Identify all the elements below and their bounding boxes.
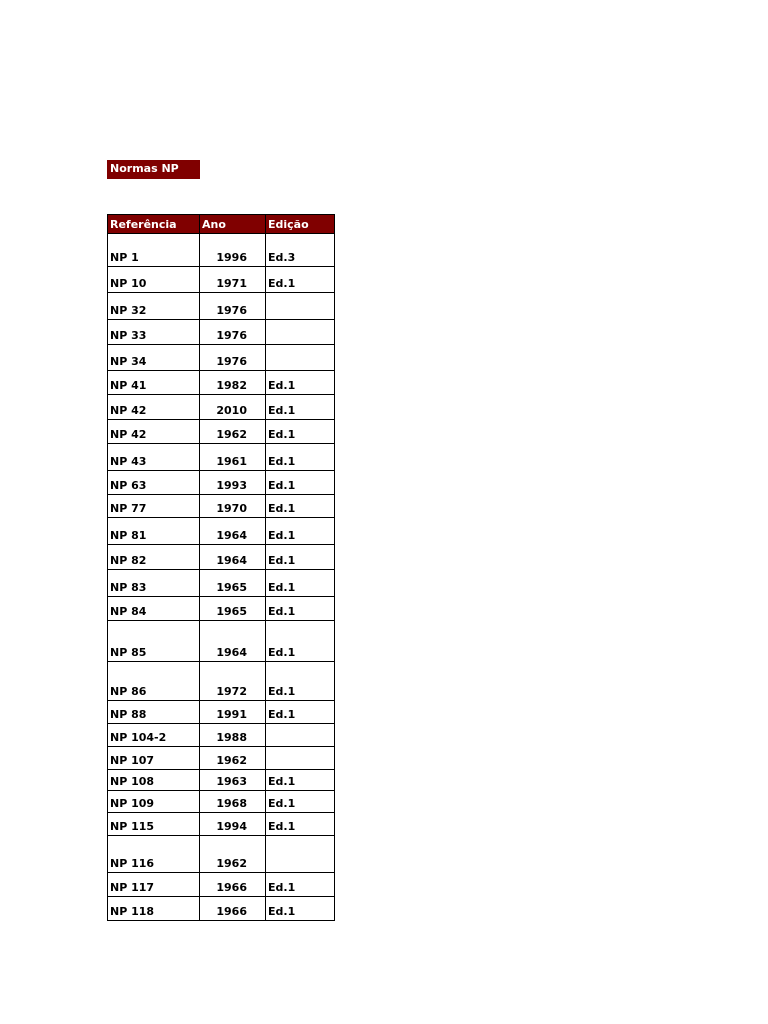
table-row — [108, 267, 335, 293]
cell-edicao: Ed.1 — [266, 897, 335, 921]
cell-referencia: NP 10 — [108, 267, 200, 293]
cell-referencia: NP 108 — [108, 770, 200, 791]
table-row — [108, 873, 335, 897]
cell-referencia: NP 43 — [108, 444, 200, 471]
table-row — [108, 518, 335, 545]
cell-edicao: Ed.1 — [266, 621, 335, 662]
cell-ano: 1988 — [200, 724, 266, 747]
cell-ano: 1962 — [200, 836, 266, 873]
table-row — [108, 662, 335, 701]
cell-referencia: NP 42 — [108, 420, 200, 444]
cell-referencia: NP 83 — [108, 570, 200, 597]
table-row — [108, 395, 335, 420]
cell-referencia: NP 82 — [108, 545, 200, 570]
table-row — [108, 570, 335, 597]
cell-edicao: Ed.1 — [266, 873, 335, 897]
cell-ano: 1971 — [200, 267, 266, 293]
table-row — [108, 345, 335, 371]
cell-edicao: Ed.1 — [266, 267, 335, 293]
cell-edicao: Ed.3 — [266, 234, 335, 267]
cell-edicao — [266, 320, 335, 345]
cell-edicao: Ed.1 — [266, 701, 335, 724]
cell-referencia: NP 81 — [108, 518, 200, 545]
standards-table — [107, 214, 335, 921]
cell-referencia: NP 107 — [108, 747, 200, 770]
cell-ano: 1962 — [200, 420, 266, 444]
cell-ano: 1962 — [200, 747, 266, 770]
cell-referencia: NP 117 — [108, 873, 200, 897]
cell-ano: 1993 — [200, 471, 266, 495]
cell-ano: 1966 — [200, 897, 266, 921]
cell-referencia: NP 84 — [108, 597, 200, 621]
page-title: Normas NP — [107, 160, 200, 179]
cell-edicao: Ed.1 — [266, 662, 335, 701]
cell-referencia: NP 116 — [108, 836, 200, 873]
cell-ano: 1965 — [200, 570, 266, 597]
table-row — [108, 420, 335, 444]
cell-edicao: Ed.1 — [266, 813, 335, 836]
cell-referencia: NP 85 — [108, 621, 200, 662]
cell-referencia: NP 77 — [108, 495, 200, 518]
cell-ano: 1963 — [200, 770, 266, 791]
table-header-row — [108, 215, 335, 234]
cell-edicao — [266, 747, 335, 770]
table-row — [108, 724, 335, 747]
table-row — [108, 444, 335, 471]
column-header-referencia: Referência — [108, 215, 200, 234]
cell-ano: 1982 — [200, 371, 266, 395]
table-row — [108, 791, 335, 813]
cell-referencia: NP 63 — [108, 471, 200, 495]
cell-edicao: Ed.1 — [266, 420, 335, 444]
cell-referencia: NP 1 — [108, 234, 200, 267]
cell-edicao: Ed.1 — [266, 545, 335, 570]
cell-edicao: Ed.1 — [266, 471, 335, 495]
cell-referencia: NP 109 — [108, 791, 200, 813]
cell-edicao — [266, 293, 335, 320]
cell-edicao: Ed.1 — [266, 395, 335, 420]
cell-ano: 1968 — [200, 791, 266, 813]
cell-edicao — [266, 836, 335, 873]
cell-ano: 1976 — [200, 345, 266, 371]
cell-ano: 1961 — [200, 444, 266, 471]
cell-ano: 1976 — [200, 293, 266, 320]
cell-ano: 1996 — [200, 234, 266, 267]
cell-edicao — [266, 345, 335, 371]
table-row — [108, 836, 335, 873]
table-row — [108, 371, 335, 395]
table-row — [108, 234, 335, 267]
table-row — [108, 293, 335, 320]
table-row — [108, 813, 335, 836]
cell-referencia: NP 33 — [108, 320, 200, 345]
cell-edicao: Ed.1 — [266, 371, 335, 395]
cell-edicao: Ed.1 — [266, 518, 335, 545]
cell-edicao: Ed.1 — [266, 770, 335, 791]
table-row — [108, 471, 335, 495]
cell-edicao: Ed.1 — [266, 570, 335, 597]
column-header-ano: Ano — [200, 215, 266, 234]
cell-referencia: NP 115 — [108, 813, 200, 836]
table-row — [108, 621, 335, 662]
table-row — [108, 320, 335, 345]
cell-ano: 1991 — [200, 701, 266, 724]
cell-referencia: NP 34 — [108, 345, 200, 371]
cell-edicao: Ed.1 — [266, 597, 335, 621]
cell-ano: 1965 — [200, 597, 266, 621]
cell-ano: 1994 — [200, 813, 266, 836]
table-row — [108, 701, 335, 724]
cell-ano: 2010 — [200, 395, 266, 420]
cell-edicao: Ed.1 — [266, 791, 335, 813]
cell-ano: 1964 — [200, 545, 266, 570]
table-row — [108, 897, 335, 921]
cell-referencia: NP 41 — [108, 371, 200, 395]
cell-edicao — [266, 724, 335, 747]
table-row — [108, 770, 335, 791]
table-row — [108, 747, 335, 770]
table-row — [108, 597, 335, 621]
column-header-edicao: Edição — [266, 215, 335, 234]
cell-ano: 1964 — [200, 621, 266, 662]
cell-referencia: NP 32 — [108, 293, 200, 320]
cell-edicao: Ed.1 — [266, 495, 335, 518]
cell-referencia: NP 86 — [108, 662, 200, 701]
table-row — [108, 545, 335, 570]
cell-referencia: NP 88 — [108, 701, 200, 724]
cell-ano: 1966 — [200, 873, 266, 897]
cell-referencia: NP 118 — [108, 897, 200, 921]
cell-ano: 1964 — [200, 518, 266, 545]
cell-referencia: NP 42 — [108, 395, 200, 420]
cell-edicao: Ed.1 — [266, 444, 335, 471]
cell-ano: 1976 — [200, 320, 266, 345]
cell-ano: 1972 — [200, 662, 266, 701]
table-row — [108, 495, 335, 518]
cell-ano: 1970 — [200, 495, 266, 518]
cell-referencia: NP 104-2 — [108, 724, 200, 747]
